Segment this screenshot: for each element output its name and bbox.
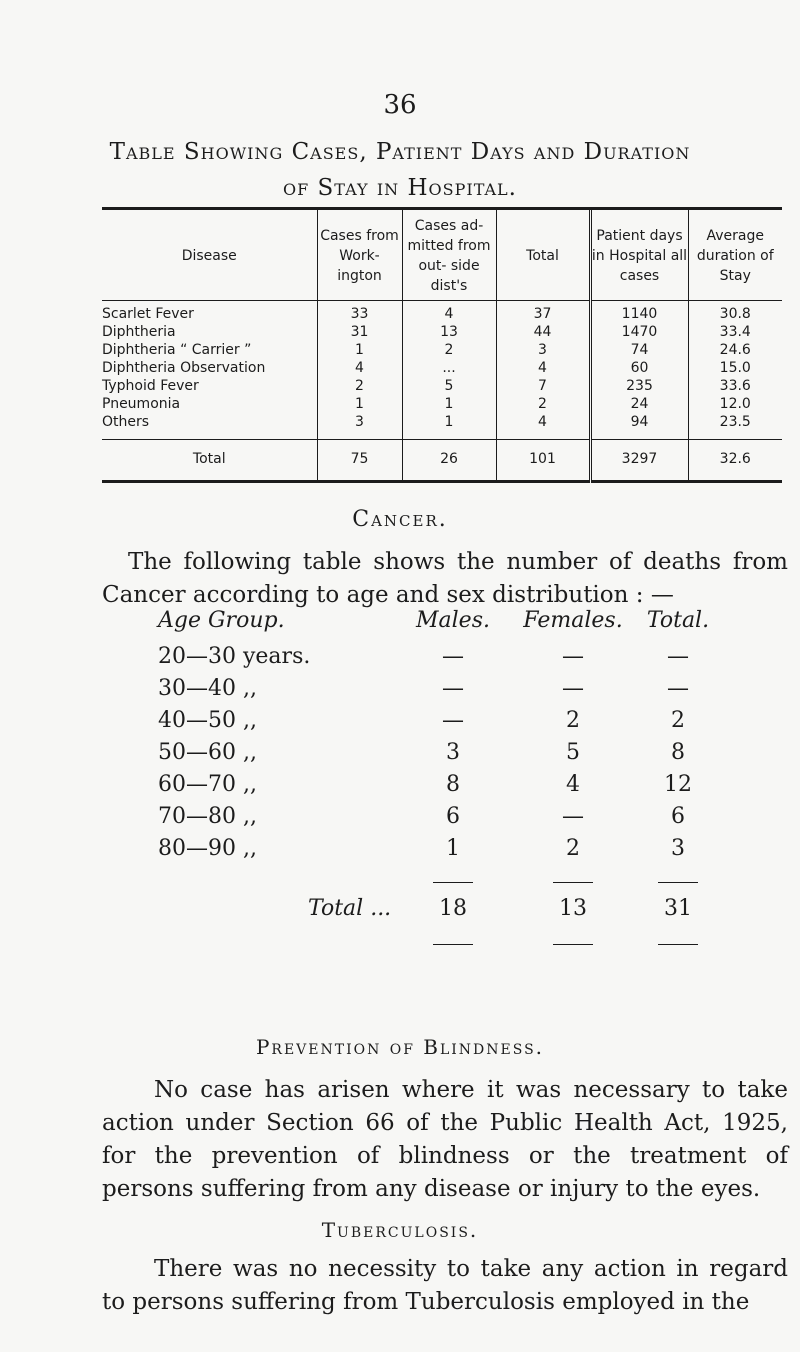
cancer-cell: 2 [566,708,580,733]
table-cell: 74 [590,341,688,359]
cancer-cell: — [442,676,464,701]
cancer-header-row [158,608,718,644]
table-cell: 7 [496,377,590,395]
cancer-total-label: Total ... [308,896,392,921]
table-cell: 1 [402,395,496,413]
cancer-row [158,836,718,868]
table-row [102,413,782,440]
cancer-cell: — [562,804,584,829]
cancer-cell: — [667,676,689,701]
cancer-cell: — [442,708,464,733]
cancer-row [158,772,718,804]
table-cell: 235 [590,377,688,395]
cancer-intro: The following table shows the number of deaths from Cancer according to age and sex distribution : — [102,549,788,608]
age-group: 80—90 ,, [158,836,257,861]
table-row [102,323,782,341]
table-cell: 60 [590,359,688,377]
cancer-table [158,608,718,960]
table-row [102,377,782,395]
cancer-cell: 5 [566,740,580,765]
cancer-cell: 2 [671,708,685,733]
sum-rule [658,882,698,883]
table-cell: 4 [496,359,590,377]
table-title-line-1: Table Showing Cases, Patient Days and Duration [109,139,691,165]
sum-rule [553,882,593,883]
table-cell: 3 [317,413,402,440]
table-cell: 15.0 [688,359,782,377]
cancer-cell: 6 [671,804,685,829]
disease-name: Others [102,414,150,430]
table-cell: 1 [317,341,402,359]
table-cell: 2 [496,395,590,413]
cancer-total-row [158,896,718,928]
sum-rule [658,944,698,945]
blindness-text: No case has arisen where it was necessary to take action under Section 66 of the Public Health Act, 1925, for the prevention of blindness or the treatment of persons suffering from any disease or injury to the eyes. [102,1077,788,1202]
col-header-total: Total [496,210,590,301]
cancer-row [158,644,718,676]
cancer-heading: Cancer. [352,507,448,532]
table-cell: 13 [402,323,496,341]
table-row [102,395,782,413]
cancer-row [158,708,718,740]
cancer-cell: 12 [664,772,692,797]
col-header-cases-outside: Cases ad- mitted from out- side dist's [402,210,496,301]
hospital-table-header [102,210,782,301]
table-cell: 1 [402,413,496,440]
hospital-table [102,207,782,483]
sum-rule [433,882,473,883]
table-row [102,301,782,324]
cancer-row [158,740,718,772]
sum-rule [553,944,593,945]
table-cell: 23.5 [688,413,782,440]
cancer-cell: 8 [671,740,685,765]
table-cell: 1470 [590,323,688,341]
cancer-cell: — [667,644,689,669]
table-cell: 12.0 [688,395,782,413]
table-cell: 1140 [590,301,688,324]
col-header-patient-days: Patient days in Hospital all cases [590,210,688,301]
cancer-col-header: Age Group. [158,608,285,633]
cancer-cell: — [562,676,584,701]
table-title [0,134,800,206]
table-cell: 4 [402,301,496,324]
age-group: 20—30 years. [158,644,311,669]
sum-rule-row [158,868,718,896]
page-number: 36 [383,90,417,120]
table-cell: 3 [496,341,590,359]
total-row [102,440,782,482]
table-cell: 2 [402,341,496,359]
cancer-cell: — [562,644,584,669]
table-cell: 44 [496,323,590,341]
table-cell: ... [402,359,496,377]
age-group: 40—50 ,, [158,708,257,733]
table-cell: 33.6 [688,377,782,395]
table-cell: 33 [317,301,402,324]
cancer-col-header: Females. [523,608,623,633]
age-group: 50—60 ,, [158,740,257,765]
col-header-cases-workington: Cases from Work- ington [317,210,402,301]
table-cell: 30.8 [688,301,782,324]
total-cell: 75 [317,440,402,482]
col-header-average-duration: Average duration of Stay [688,210,782,301]
cancer-total-cell: 18 [439,896,467,921]
total-cell: 26 [402,440,496,482]
cancer-row [158,804,718,836]
table-cell: 24 [590,395,688,413]
cancer-cell: 3 [671,836,685,861]
disease-name: Diphtheria Observation [102,360,266,376]
cancer-cell: 2 [566,836,580,861]
total-label: Total [102,440,317,482]
cancer-row [158,676,718,708]
blindness-heading: Prevention of Blindness. [255,1035,545,1059]
age-group: 30—40 ,, [158,676,257,701]
table-row [102,359,782,377]
cancer-cell: 8 [446,772,460,797]
table-cell: 4 [496,413,590,440]
total-cell: 32.6 [688,440,782,482]
cancer-cell: 1 [446,836,460,861]
table-cell: 2 [317,377,402,395]
table-cell: 4 [317,359,402,377]
cancer-cell: 6 [446,804,460,829]
table-cell: 24.6 [688,341,782,359]
table-cell: 1 [317,395,402,413]
disease-name: Pneumonia [102,396,181,412]
cancer-col-header: Males. [416,608,490,633]
disease-name: Scarlet Fever [102,306,194,322]
table-cell: 37 [496,301,590,324]
age-group: 70—80 ,, [158,804,257,829]
total-cell: 3297 [590,440,688,482]
cancer-total-cell: 31 [664,896,692,921]
table-cell: 94 [590,413,688,440]
cancer-total-cell: 13 [559,896,587,921]
disease-name: Diphtheria “ Carrier ” [102,342,252,358]
age-group: 60—70 ,, [158,772,257,797]
tuberculosis-text: There was no necessity to take any action in regard to persons suffering from Tuberculosis employed in the [102,1256,788,1315]
col-header-disease: Disease [102,210,317,301]
table-cell: 5 [402,377,496,395]
table-title-line-2: of Stay in Hospital. [282,175,517,201]
sum-rule-row [158,928,718,960]
disease-name: Typhoid Fever [102,378,199,394]
disease-name: Diphtheria [102,324,176,340]
tuberculosis-heading: Tuberculosis. [321,1218,479,1242]
sum-rule [433,944,473,945]
table-row [102,341,782,359]
table-cell: 33.4 [688,323,782,341]
table-cell: 31 [317,323,402,341]
cancer-cell: — [442,644,464,669]
cancer-cell: 3 [446,740,460,765]
cancer-cell: 4 [566,772,580,797]
total-cell: 101 [496,440,590,482]
cancer-col-header: Total. [646,608,710,633]
